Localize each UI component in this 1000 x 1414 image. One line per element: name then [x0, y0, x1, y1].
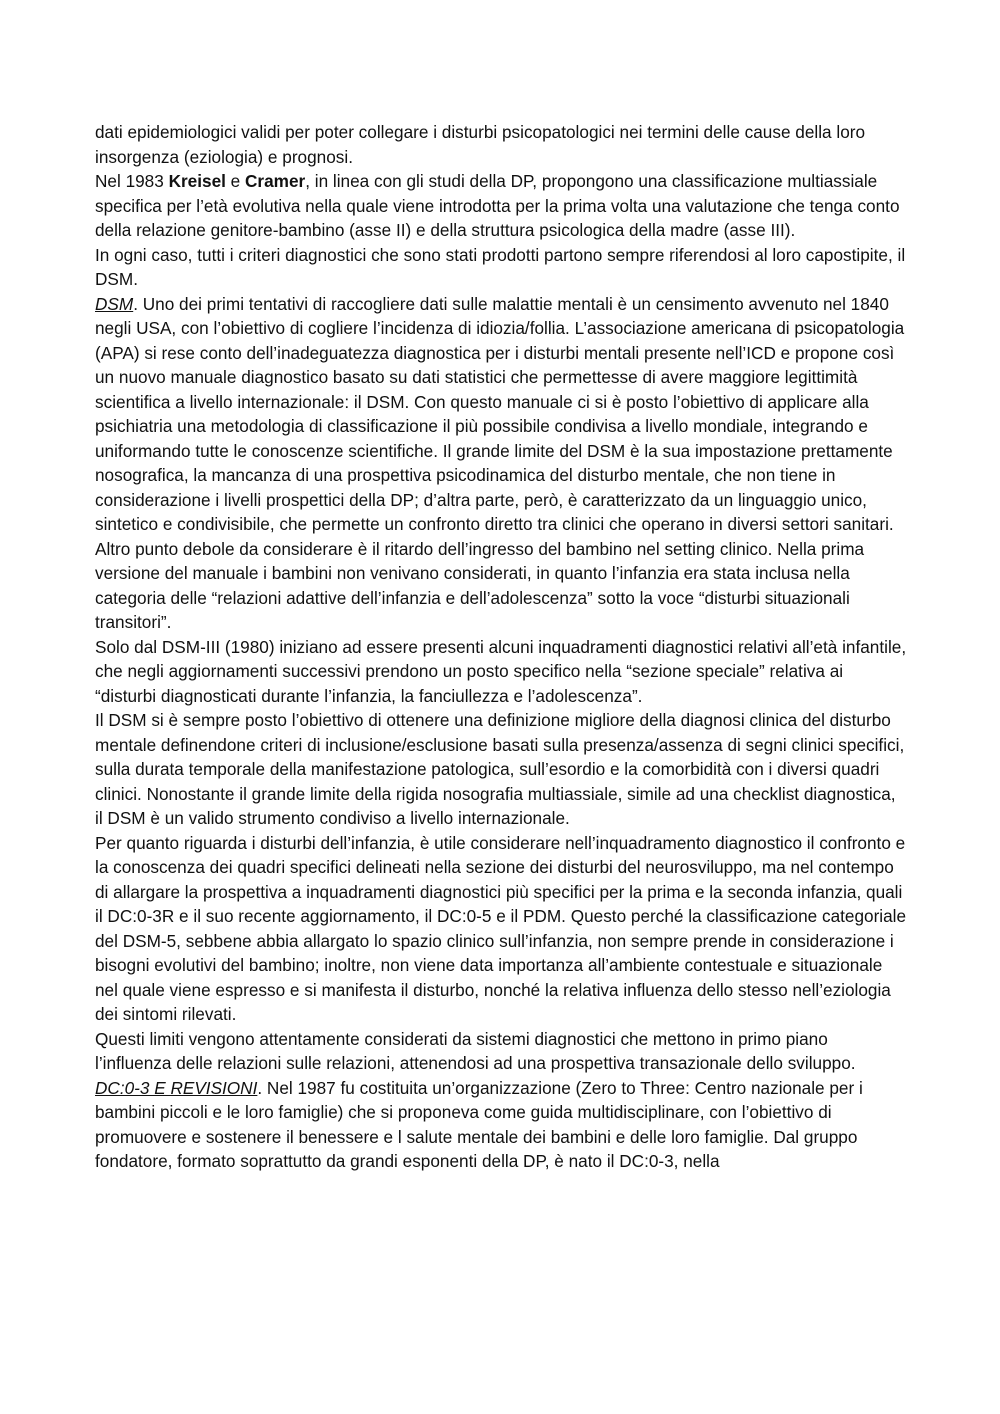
paragraph-text: e: [225, 171, 246, 191]
paragraph-childhood-disorders: [95, 831, 907, 1027]
section-heading-dc03: DC:0-3 E REVISIONI: [95, 1077, 258, 1098]
paragraph-epidemiology: [95, 120, 907, 169]
document-page: [95, 120, 907, 1174]
paragraph-weak-point: [95, 537, 907, 635]
author-name: Kreisel: [168, 171, 226, 191]
paragraph-text: Nel 1983: [95, 171, 169, 191]
author-name: Cramer: [245, 171, 306, 191]
paragraph-criteria: [95, 243, 907, 292]
paragraph-text: Altro punto debole da considerare è il ritardo dell’ingresso del bambino nel setting clinico. Nella prima versione del manuale i bambini non venivano considerati, in quanto l’infanzia era stata inclusa nella categoria delle “relazioni adattive dell’infanzia e dell’adolescenza” sotto la voce “disturbi situazionali transitori”.: [95, 538, 865, 632]
paragraph-text: . Uno dei primi tentativi di raccogliere dati sulle malattie mentali è un censimento avvenuto nel 1840 negli USA, con l’obiettivo di cogliere l’incidenza di idiozia/follia. L’associazione americana di psicopatologia (APA) si rese conto dell’inadeguatezza diagnostica per i disturbi mentali presente nell’ICD e propone così un nuovo manuale diagnostico basato su dati statistici che permettesse di avere maggiore legittimità scientifica a livello internazionale: il DSM. Con questo manuale ci si è posto l’obiettivo di applicare alla psichiatria una metodologia di classificazione il più possibile condivisa a livello mondiale, integrando e uniformando tutte le conoscenze scientifiche. Il grande limite del DSM è la sua impostazione prettamente nosografica, la mancanza di una prospettiva psicodinamica del disturbo mentale, che non tiene in considerazione i livelli prospettici della DP; d’altra parte, però, è caratterizzato da un linguaggio unico, sintetico e condivisibile, che permette un confronto diretto tra clinici che operano in diversi settori sanitari.: [95, 293, 905, 534]
paragraph-text: dati epidemiologici validi per poter collegare i disturbi psicopatologici nei termini delle cause della loro insorgenza (eziologia) e prognosi.: [95, 122, 866, 167]
section-heading-dsm: DSM: [95, 293, 134, 314]
paragraph-text: Solo dal DSM-III (1980) iniziano ad essere presenti alcuni inquadramenti diagnostici relativi all’età infantile, che negli aggiornamenti successivi prendono un posto specifico nella “sezione speciale” relativa ai “disturbi diagnosticati durante l’infanzia, la fanciullezza e l’adolescenza”.: [95, 636, 907, 706]
paragraph-dsm: [95, 292, 907, 537]
paragraph-kreisel-cramer: [95, 169, 907, 243]
paragraph-text: In ogni caso, tutti i criteri diagnostici che sono stati prodotti partono sempre riferendosi al loro capostipite, il DSM.: [95, 244, 906, 289]
paragraph-limits: [95, 1027, 907, 1076]
paragraph-text: Per quanto riguarda i disturbi dell’infanzia, è utile considerare nell’inquadramento diagnostico il confronto e la conoscenza dei quadri specifici delineati nella sezione dei disturbi del neurosviluppo, ma nel contempo di allargare la prospettiva a inquadramenti diagnostici più specifici per la prima e la seconda infanzia, quali il DC:0-3R e il suo recente aggiornamento, il DC:0-5 e il PDM. Questo perché la classificazione categoriale del DSM-5, sebbene abbia allargato lo spazio clinico sull’infanzia, non sempre prende in considerazione i bisogni evolutivi del bambino; inoltre, non viene data importanza all’ambiente contestuale e situazionale nel quale viene espresso e si manifesta il disturbo, nonché la relativa influenza dello stesso nell’eziologia dei sintomi rilevati.: [95, 832, 907, 1024]
paragraph-text: . Nel 1987 fu costituita un’organizzazione (Zero to Three: Centro nazionale per i bambini piccoli e le loro famiglie) che si proponeva come guida multidisciplinare, con l’obiettivo di promuovere e sostenere il benessere e l salute mentale dei bambini e delle loro famiglie. Dal gruppo fondatore, formato soprattutto da grandi esponenti della DP, è nato il DC:0-3, nella: [95, 1077, 863, 1171]
paragraph-dsm-iii: [95, 635, 907, 709]
paragraph-dsm-objective: [95, 708, 907, 831]
paragraph-text: Questi limiti vengono attentamente considerati da sistemi diagnostici che mettono in primo piano l’influenza delle relazioni sulle relazioni, attenendosi ad una prospettiva transazionale dello sviluppo.: [95, 1028, 856, 1073]
paragraph-text: Il DSM si è sempre posto l’obiettivo di ottenere una definizione migliore della diagnosi clinica del disturbo mentale definendone criteri di inclusione/esclusione basati sulla presenza/assenza di segni clinici specifici, sulla durata temporale della manifestazione patologica, sull’esordio e la comorbidità con i diversi quadri clinici. Nonostante il grande limite della rigida nosografia multiassiale, simile ad una checklist diagnostica, il DSM è un valido strumento condiviso a livello internazionale.: [95, 710, 905, 828]
paragraph-dc03: [95, 1076, 907, 1174]
paragraph-text: , in linea con gli studi della DP, propongono una classificazione multiassiale specifica per l’età evolutiva nella quale viene introdotta per la prima volta una valutazione che tenga conto della relazione genitore-bambino (asse II) e della struttura psicologica della madre (asse III).: [95, 171, 900, 240]
